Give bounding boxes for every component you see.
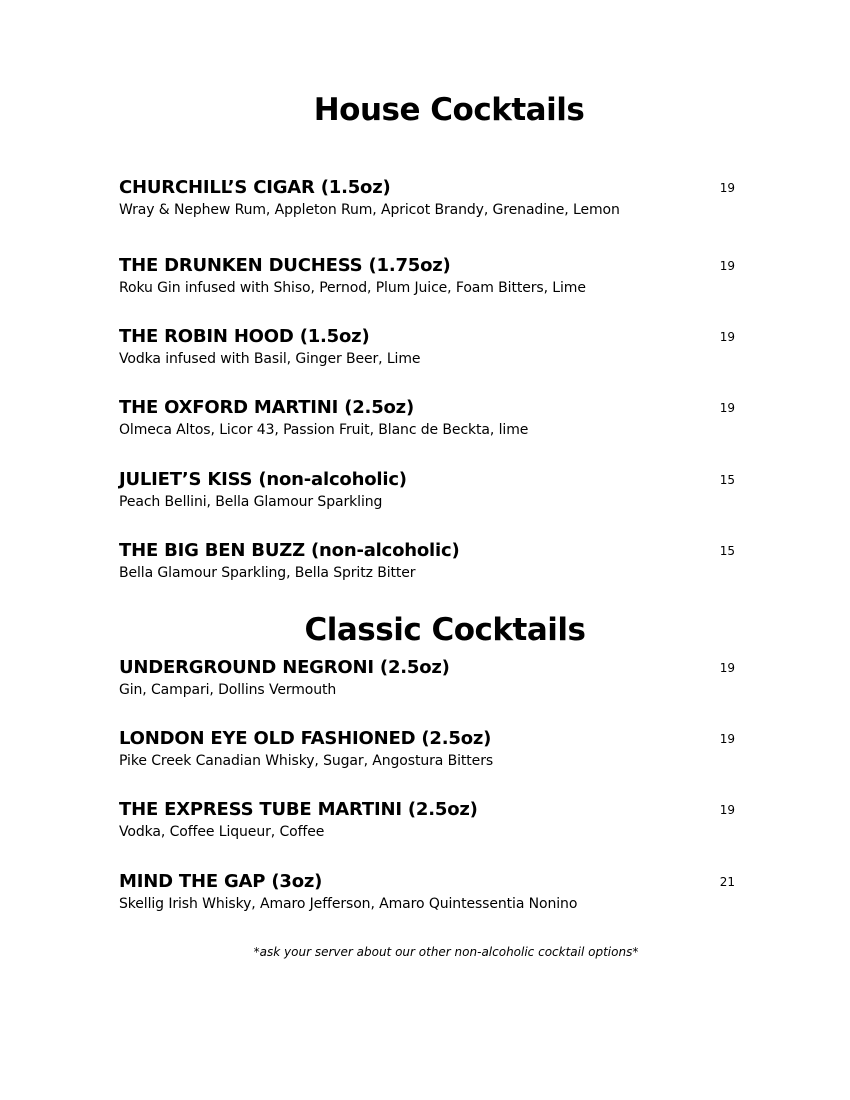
menu-item-price: 19	[719, 803, 735, 817]
menu-item-description: Vodka infused with Basil, Ginger Beer, Lime	[119, 351, 421, 367]
menu-item-big-ben-buzz	[119, 539, 735, 589]
menu-item-description: Wray & Nephew Rum, Appleton Rum, Apricot Brandy, Grenadine, Lemon	[119, 202, 620, 218]
menu-item-robin-hood	[119, 325, 735, 375]
menu-item-name: LONDON EYE OLD FASHIONED (2.5oz)	[119, 728, 492, 749]
menu-item-underground-negroni	[119, 656, 735, 706]
classic-cocktails-title: Classic Cocktails	[304, 612, 586, 648]
menu-item-price: 19	[719, 259, 735, 273]
menu-item-price: 19	[719, 330, 735, 344]
menu-item-name: UNDERGROUND NEGRONI (2.5oz)	[119, 657, 450, 678]
menu-item-price: 19	[719, 181, 735, 195]
menu-item-london-eye-old-fashioned	[119, 727, 735, 777]
menu-item-churchills-cigar	[119, 176, 735, 226]
menu-item-juliets-kiss	[119, 468, 735, 518]
house-cocktails-title: House Cocktails	[313, 92, 585, 128]
menu-item-name: THE DRUNKEN DUCHESS (1.75oz)	[119, 255, 451, 276]
menu-item-name: THE ROBIN HOOD (1.5oz)	[119, 326, 370, 347]
menu-item-description: Roku Gin infused with Shiso, Pernod, Plum Juice, Foam Bitters, Lime	[119, 280, 586, 296]
menu-item-name: JULIET’S KISS (non-alcoholic)	[119, 469, 407, 490]
menu-item-description: Vodka, Coffee Liqueur, Coffee	[119, 824, 325, 840]
menu-item-price: 15	[719, 473, 735, 487]
menu-item-price: 19	[719, 401, 735, 415]
menu-item-name: THE EXPRESS TUBE MARTINI (2.5oz)	[119, 799, 478, 820]
menu-item-name: CHURCHILL’S CIGAR (1.5oz)	[119, 177, 391, 198]
menu-item-drunken-duchess	[119, 254, 735, 304]
menu-item-name: MIND THE GAP (3oz)	[119, 871, 323, 892]
menu-item-price: 15	[719, 544, 735, 558]
menu-item-price: 19	[719, 661, 735, 675]
menu-item-description: Pike Creek Canadian Whisky, Sugar, Angostura Bitters	[119, 753, 494, 769]
menu-item-description: Peach Bellini, Bella Glamour Sparkling	[119, 494, 383, 510]
menu-item-description: Skellig Irish Whisky, Amaro Jefferson, Amaro Quintessentia Nonino	[119, 896, 578, 912]
menu-item-price: 19	[719, 732, 735, 746]
menu-item-oxford-martini	[119, 396, 735, 446]
menu-item-description: Gin, Campari, Dollins Vermouth	[119, 682, 337, 698]
menu-item-description: Olmeca Altos, Licor 43, Passion Fruit, Blanc de Beckta, lime	[119, 422, 529, 438]
menu-item-name: THE BIG BEN BUZZ (non-alcoholic)	[119, 540, 460, 561]
menu-item-price: 21	[719, 875, 735, 889]
menu-item-express-tube-martini	[119, 798, 735, 848]
non-alcoholic-footnote: *ask your server about our other non-alcoholic cocktail options*	[253, 945, 639, 959]
menu-item-name: THE OXFORD MARTINI (2.5oz)	[119, 397, 414, 418]
menu-item-mind-the-gap	[119, 870, 735, 920]
menu-item-description: Bella Glamour Sparkling, Bella Spritz Bitter	[119, 565, 416, 581]
